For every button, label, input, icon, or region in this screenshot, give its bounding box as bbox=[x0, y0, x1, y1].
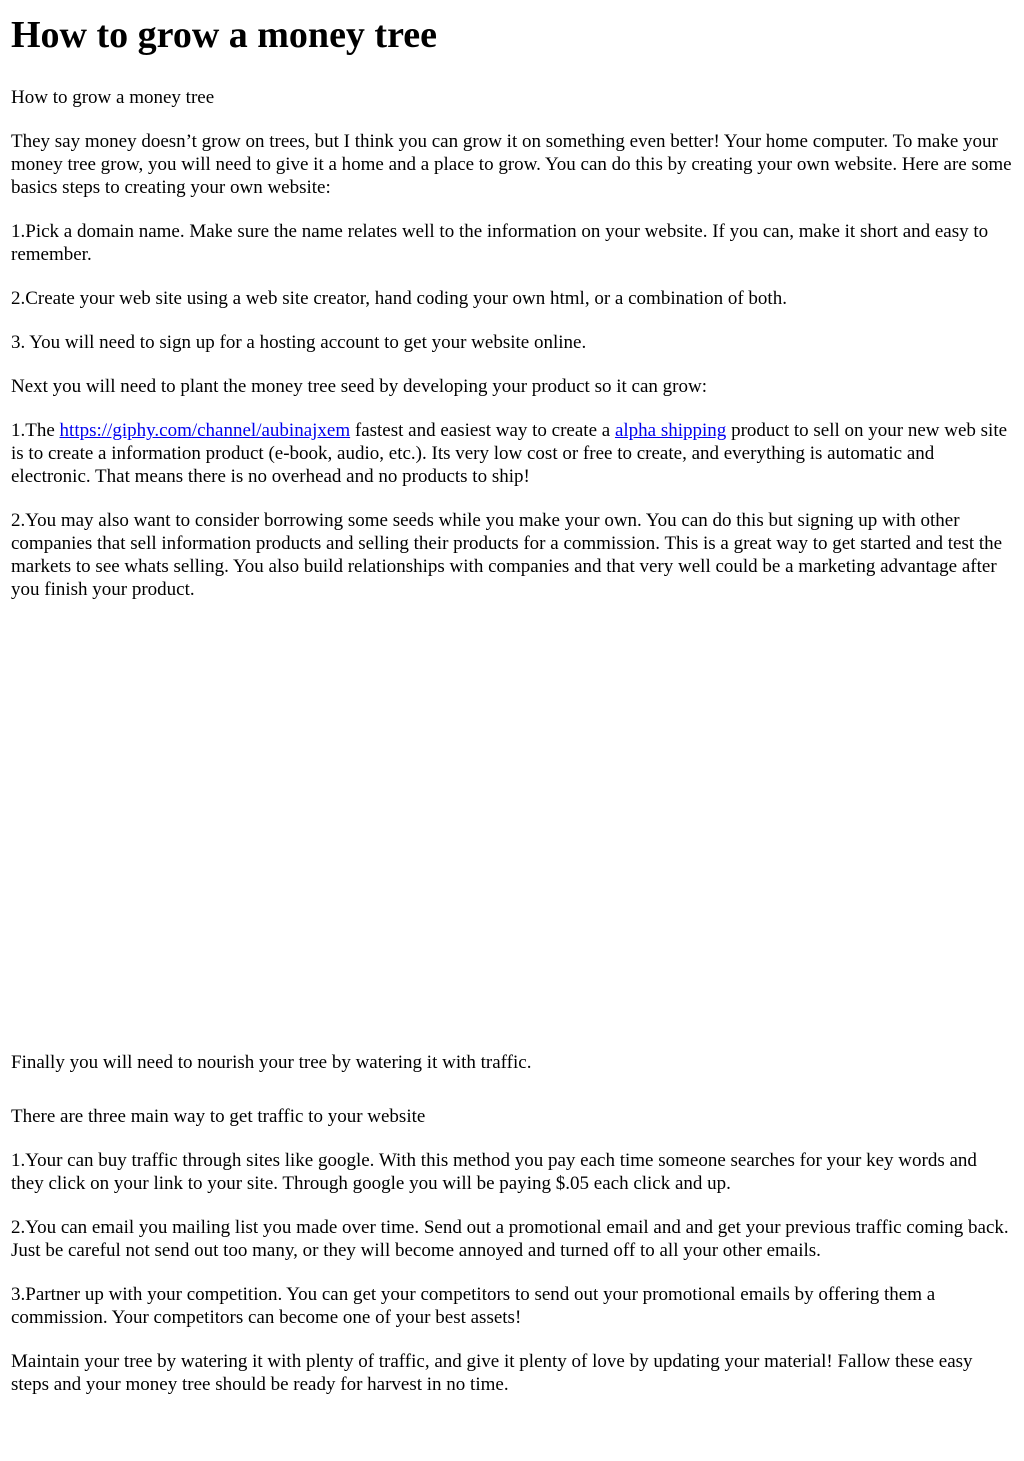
website-step-2: 2.Create your web site using a web site creator, hand coding your own html, or a combination of both. bbox=[11, 288, 787, 309]
blank-ad-space bbox=[11, 601, 1014, 1027]
product-step-1-suffix: product to sell on your new web site is to create a information product (e-book, audio, etc.). Its very low cost or free to create, and everything is automatic and electronic. That means there is no overhead and no products to ship! bbox=[11, 420, 1008, 487]
finally-paragraph: Finally you will need to nourish your tree by watering it with traffic. bbox=[11, 1052, 532, 1073]
traffic-step-1: 1.Your can buy traffic through sites like google. With this method you pay each time someone searches for your key words and they click on your link to your site. Through google you will be paying $.05 each click and up. bbox=[11, 1150, 977, 1194]
traffic-step-3: 3.Partner up with your competition. You can get your competitors to send out your promotional emails by offering them a commission. Your competitors can become one of your best assets! bbox=[11, 1284, 936, 1328]
traffic-intro-paragraph: There are three main way to get traffic to your website bbox=[11, 1106, 426, 1127]
product-step-1-middle: fastest and easiest way to create a bbox=[350, 420, 615, 441]
plant-intro-paragraph: Next you will need to plant the money tree seed by developing your product so it can grow: bbox=[11, 376, 707, 397]
website-step-1: 1.Pick a domain name. Make sure the name relates well to the information on your website. If you can, make it short and easy to remember. bbox=[11, 221, 989, 265]
page-title: How to grow a money tree bbox=[11, 14, 437, 56]
website-step-3: 3. You will need to sign up for a hosting account to get your website online. bbox=[11, 332, 587, 353]
article-subtitle: How to grow a money tree bbox=[11, 87, 215, 108]
product-step-1 bbox=[11, 419, 1014, 488]
product-step-2: 2.You may also want to consider borrowing some seeds while you make your own. You can do this but signing up with other companies that sell information products and selling their products for a commission. This is a great way to get started and test the markets to see whats selling. You also build relationships with companies and that very well could be a marketing advantage after you finish your product. bbox=[11, 510, 1003, 600]
product-step-1-prefix: 1.The bbox=[11, 420, 60, 441]
article-page bbox=[0, 13, 1024, 1461]
alpha-shipping-link[interactable]: alpha shipping bbox=[614, 420, 727, 441]
traffic-step-2: 2.You can email you mailing list you made over time. Send out a promotional email and and get your previous traffic coming back. Just be careful not send out too many, or they will become annoyed and turned off to all your other emails. bbox=[11, 1217, 1009, 1261]
intro-paragraph: They say money doesn’t grow on trees, but I think you can grow it on something even better! Your home computer. To make your money tree grow, you will need to give it a home and a place to grow. You can do this by creating your own website. Here are some basics steps to creating your own website: bbox=[11, 131, 1012, 198]
conclusion-paragraph: Maintain your tree by watering it with plenty of traffic, and give it plenty of love by updating your material! Fallow these easy steps and your money tree should be ready for harvest in no time. bbox=[11, 1351, 973, 1395]
giphy-channel-link[interactable]: https://giphy.com/channel/aubinajxem bbox=[59, 420, 351, 441]
